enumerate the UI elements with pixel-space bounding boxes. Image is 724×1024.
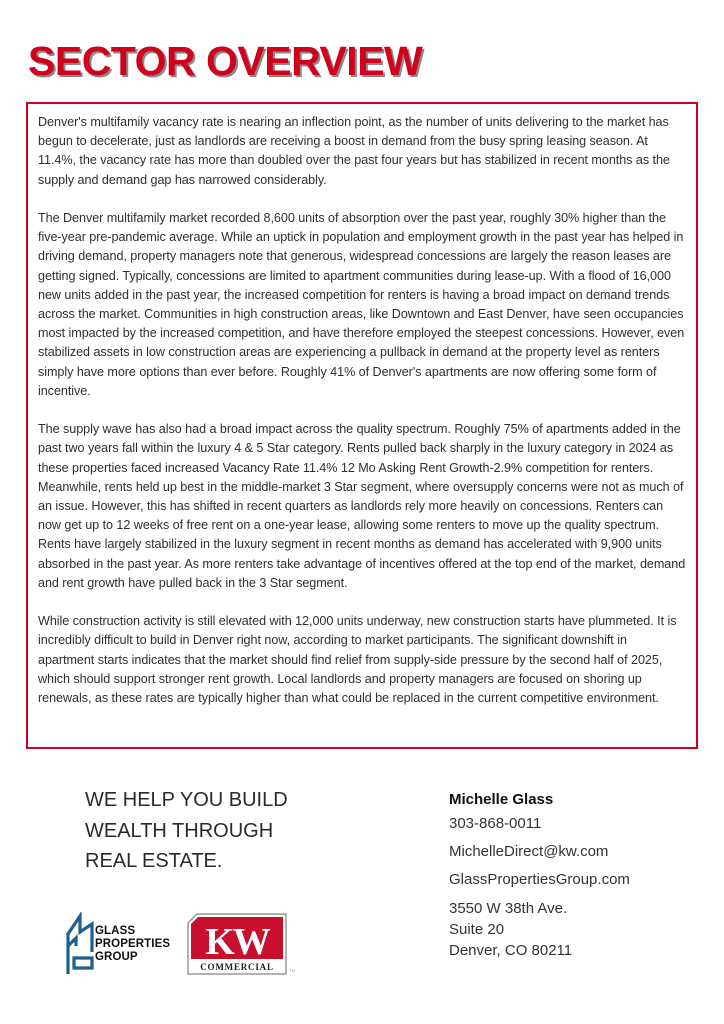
glass-properties-group-logo	[64, 912, 179, 976]
paragraph-construction: While construction activity is still elevated with 12,000 units underway, new construction starts have plummeted. It is incredibly difficult to build in Denver right now, according to market participants. The significant downshift in apartment starts indicates that the market should find relief from supply-side pressure by the second half of 2025, which should support stronger rent growth. Local landlords and property managers are focused on shoring up renewals, as these rates are typically higher than what could be replaced in the current competitive environment.	[38, 614, 677, 706]
gpg-line3: GROUP	[95, 951, 138, 963]
svg-text:COMMERCIAL: COMMERCIAL	[200, 962, 274, 972]
kw-trademark: TM	[289, 968, 295, 973]
tagline: WE HELP YOU BUILD WEALTH THROUGH REAL ESTATE.	[85, 789, 288, 872]
contact-address-line2: Suite 20	[449, 921, 505, 938]
gpg-wordmark	[95, 925, 170, 964]
contact-address-line1: 3550 W 38th Ave.	[449, 900, 568, 917]
paragraph-absorption: The Denver multifamily market recorded 8,600 units of absorption over the past year, roughly 30% higher than the five-year pre-pandemic average. While an uptick in population and employment growth in the past year has helped in driving demand, property managers note that generous, widespread concessions are largely the reason leases are getting signed. Typically, concessions are limited to apartment communities during lease-up. With a flood of 16,000 new units added in the past year, the increased competition for renters is having a broad impact on demand trends across the market. Communities in high construction areas, like Downtown and East Denver, have seen occupancies most impacted by the increased competition, and have therefore employed the steepest concessions. However, even stabilized assets in low construction areas are experiencing a pullback in demand at the property level as renters simply have more options than ever before. Roughly 41% of Denver's apartments are now offering some form of incentive.	[38, 211, 685, 398]
contact-address-line3: Denver, CO 80211	[449, 942, 573, 959]
svg-text:KW: KW	[205, 921, 269, 963]
contact-name: Michelle Glass	[449, 791, 554, 808]
house-icon	[64, 912, 94, 974]
contact-email[interactable]: MichelleDirect@kw.com	[449, 843, 609, 860]
paragraph-vacancy: Denver's multifamily vacancy rate is nearing an inflection point, as the number of units delivering to the market has begun to decelerate, just as landlords are receiving a boost in demand from the busy spring leasing season. At 11.4%, the vacancy rate has more than doubled over the past four years but has stabilized in recent months as the supply and demand gap has narrowed considerably.	[38, 115, 670, 187]
sector-overview-box	[26, 102, 698, 749]
gpg-line1: GLASS	[95, 925, 136, 937]
contact-phone[interactable]: 303-868-0011	[449, 815, 542, 832]
contact-website[interactable]: GlassPropertiesGroup.com	[449, 871, 630, 888]
page-title: SECTOR OVERVIEW	[28, 38, 423, 84]
paragraph-supply-wave: The supply wave has also had a broad impact across the quality spectrum. Roughly 75% of apartments added in the past two years fall within the luxury 4 & 5 Star category. Rents pulled back sharply in the luxury category in 2024 as these properties faced increased Vacancy Rate 11.4% 12 Mo Asking Rent Growth-2.9% competition for renters. Meanwhile, rents held up best in the middle-market 3 Star segment, where oversupply concerns were not as much of an issue. However, this has shifted in recent quarters as landlords rely more heavily on concessions. Renters can now get up to 12 weeks of free rent on a one-year lease, allowing some renters to move up the quality spectrum. Rents have largely stabilized in the luxury segment in recent months as demand has accelerated with 9,900 units absorbed in the past year. As more renters take advantage of incentives offered at the top end of the market, demand and rent growth have pulled back in the 3 Star segment.	[38, 422, 686, 590]
kw-commercial-logo	[187, 913, 295, 975]
kw-badge-icon	[187, 913, 287, 975]
gpg-line2: PROPERTIES	[95, 938, 171, 950]
contact-block	[449, 790, 689, 961]
